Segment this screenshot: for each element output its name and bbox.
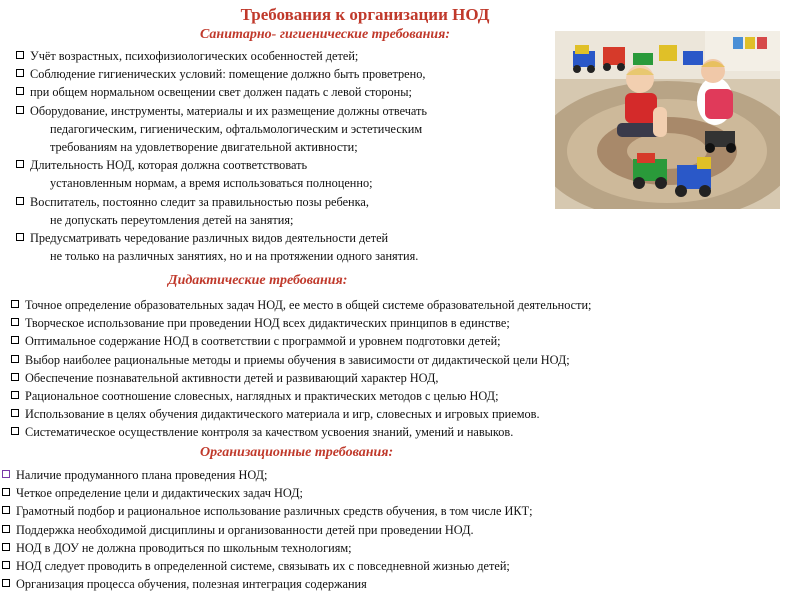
checkbox-bullet-icon [16,51,24,59]
checkbox-bullet-icon [11,409,19,417]
checkbox-bullet-icon [2,470,10,478]
list-item: Соблюдение гигиенических условий: помещение должно быть проветрено, [14,65,427,83]
checkbox-bullet-icon [11,336,19,344]
checkbox-bullet-icon [16,160,24,168]
list-item: Оптимальное содержание НОД в соответствии с программой и уровнем подготовки детей; [9,332,591,350]
organizational-list [0,466,533,593]
list-item: Длительность НОД, которая должна соответствовать установленным нормам, а время использоваться полноценно; [14,156,427,192]
checkbox-bullet-icon [11,391,19,399]
checkbox-bullet-icon [2,525,10,533]
checkbox-bullet-icon [2,543,10,551]
list-item: при общем нормальном освещении свет должен падать с левой стороны; [14,83,427,101]
list-item: Точное определение образовательных задач НОД, ее место в общей системе образовательной деятельности; [9,296,591,314]
checkbox-bullet-icon [2,579,10,587]
checkbox-bullet-icon [11,373,19,381]
list-item: Четкое определение цели и дидактических задач НОД; [0,484,533,502]
children-playing-photo [555,31,780,209]
organizational-heading: Организационные требования: [200,445,394,460]
checkbox-bullet-icon [16,69,24,77]
checkbox-bullet-icon [16,197,24,205]
list-item: Творческое использование при проведении НОД всех дидактических принципов в единстве; [9,314,591,332]
checkbox-bullet-icon [16,233,24,241]
list-item: Систематическое осуществление контроля за качеством усвоения знаний, умений и навыков. [9,423,591,441]
list-item: НОД следует проводить в определенной системе, связывать их с повседневной жизнью детей; [0,557,533,575]
didactic-heading: Дидактические требования: [168,273,348,288]
list-item: Организация процесса обучения, полезная интеграция содержания [0,575,533,593]
checkbox-bullet-icon [16,87,24,95]
list-item: Обеспечение познавательной активности детей и развивающий характер НОД, [9,369,591,387]
checkbox-bullet-icon [11,300,19,308]
checkbox-bullet-icon [11,427,19,435]
list-item: Учёт возрастных, психофизиологических особенностей детей; [14,47,427,65]
list-item: Выбор наиболее рациональные методы и приемы обучения в зависимости от дидактической цели НОД; [9,351,591,369]
checkbox-bullet-icon [11,355,19,363]
list-item: Воспитатель, постоянно следит за правильностью позы ребенка, не допускать переутомления детей на занятия; [14,193,427,229]
sanitary-heading: Санитарно- гигиенические требования: [200,27,450,42]
checkbox-bullet-icon [2,561,10,569]
checkbox-bullet-icon [16,106,24,114]
sanitary-list [14,47,427,265]
list-item: Предусматривать чередование различных видов деятельности детей не только на различных занятиях, но и на протяжении одного занятия. [14,229,427,265]
list-item: Использование в целях обучения дидактического материала и игр, словесных и игровых приемов. [9,405,591,423]
didactic-list [9,296,591,442]
list-item: Оборудование, инструменты, материалы и их размещение должны отвечать педагогическим, гигиеническим, офтальмологическим и эстетическим требованиям на удовлетворение двигательной активности; [14,102,427,157]
list-item: Грамотный подбор и рациональное использование различных средств обучения, в том числе ИКТ; [0,502,533,520]
list-item: Наличие продуманного плана проведения НОД; [0,466,533,484]
checkbox-bullet-icon [11,318,19,326]
page-title: Требования к организации НОД [240,5,490,24]
checkbox-bullet-icon [2,506,10,514]
checkbox-bullet-icon [2,488,10,496]
list-item: Поддержка необходимой дисциплины и организованности детей при проведении НОД. [0,521,533,539]
list-item: НОД в ДОУ не должна проводиться по школьным технологиям; [0,539,533,557]
list-item: Рациональное соотношение словесных, наглядных и практических методов с целью НОД; [9,387,591,405]
photo-illustration [555,31,780,209]
